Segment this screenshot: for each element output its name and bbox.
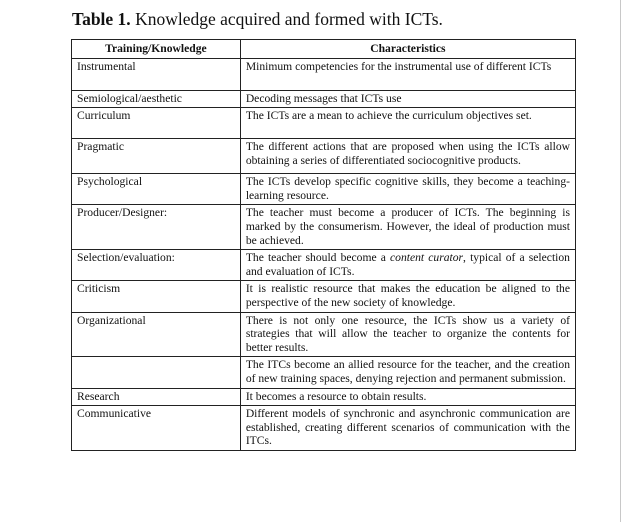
table-row [72,312,576,357]
knowledge-cell [72,357,241,388]
table-row [72,58,576,90]
knowledge-cell: Producer/Designer: [72,205,241,250]
characteristics-cell: There is not only one resource, the ICTs show us a variety of strategies that will allow the teacher to organize the contents for better results. [240,312,575,357]
table-row [72,281,576,312]
characteristics-cell: The different actions that are proposed when using the ICTs allow obtaining a series of differentiated sociocognitive products. [240,139,575,174]
knowledge-cell: Instrumental [72,58,241,90]
characteristics-cell: The ICTs develop specific cognitive skills, they become a teaching-learning resource. [240,174,575,205]
characteristics-cell: It becomes a resource to obtain results. [240,388,575,406]
knowledge-cell: Criticism [72,281,241,312]
knowledge-cell: Curriculum [72,108,241,139]
knowledge-cell: Communicative [72,406,241,451]
table-caption-text: Knowledge acquired and formed with ICTs. [130,9,443,29]
table-row [72,108,576,139]
table-row [72,250,576,281]
knowledge-cell: Research [72,388,241,406]
header-training-knowledge: Training/Knowledge [72,40,241,59]
table-row [72,205,576,250]
table-header-row [72,40,576,59]
characteristics-cell: The teacher must become a producer of ICTs. The beginning is marked by the consumerism. However, the ideal of production must be achieved. [240,205,575,250]
page-edge-rule [620,0,621,522]
characteristics-cell: The ITCs become an allied resource for the teacher, and the creation of new training spaces, denying rejection and permanent submission. [240,357,575,388]
knowledge-cell: Selection/evaluation: [72,250,241,281]
table-row [72,139,576,174]
table-row [72,90,576,108]
knowledge-cell: Organizational [72,312,241,357]
knowledge-table [71,39,576,451]
characteristics-cell: Decoding messages that ICTs use [240,90,575,108]
knowledge-cell: Psychological [72,174,241,205]
characteristics-cell: The ICTs are a mean to achieve the curriculum objectives set. [240,108,575,139]
characteristics-cell: Minimum competencies for the instrumental use of different ICTs [240,58,575,90]
table-row [72,388,576,406]
table-row [72,174,576,205]
knowledge-cell: Semiological/aesthetic [72,90,241,108]
characteristics-cell: It is realistic resource that makes the education be aligned to the perspective of the new society of knowledge. [240,281,575,312]
characteristics-cell: Different models of synchronic and asynchronic communication are established, creating different scenarios of communication with the ITCs. [240,406,575,451]
characteristics-text-pre: The teacher should become a [245,251,391,265]
characteristics-cell [240,250,575,281]
table-row [72,357,576,388]
table-caption-label: Table 1. [72,9,131,29]
table-caption [72,9,443,30]
header-characteristics: Characteristics [240,40,575,59]
characteristics-text-em: content curator [390,251,464,265]
table-row [72,406,576,451]
characteristics-text-post: , typical of a selection and evaluation of ICTs. [245,251,570,278]
knowledge-cell: Pragmatic [72,139,241,174]
